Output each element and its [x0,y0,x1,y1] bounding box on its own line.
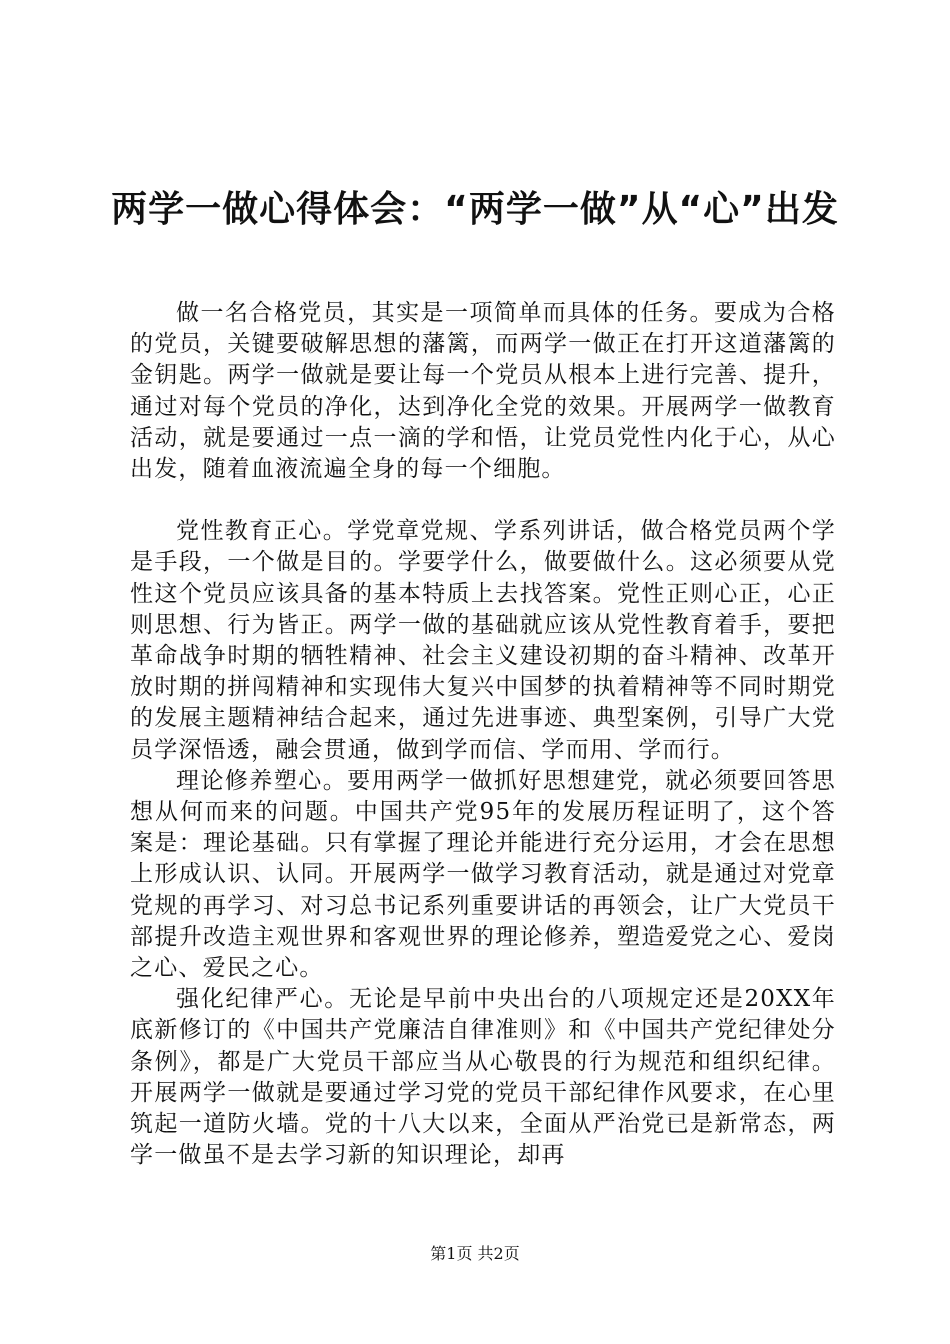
paragraph-party-spirit: 党性教育正心。学党章党规、学系列讲话，做合格党员两个学是手段，一个做是目的。学要学什么，做要做什么。这必须要从党性这个党员应该具备的基本特质上去找答案。党性正则心正，心正则思想、行为皆正。两学一做的基础就应该从党性教育着手，要把革命战争时期的牺牲精神、社会主义建设初期的奋斗精神、改革开放时期的拼闯精神和实现伟大复兴中国梦的执着精神等不同时期党的发展主题精神结合起来，通过先进事迹、典型案例，引导广大党员学深悟透，融会贯通，做到学而信、学而用、学而行。 [130,518,836,763]
paragraph-theory: 理论修养塑心。要用两学一做抓好思想建党，就必须要回答思想从何而来的问题。中国共产党95年的发展历程证明了，这个答案是：理论基础。只有掌握了理论并能进行充分运用，才会在思想上形成认识、认同。开展两学一做学习教育活动，就是通过对党章党规的再学习、对习总书记系列重要讲话的再领会，让广大党员干部提升改造主观世界和客观世界的理论修养，塑造爱党之心、爱岗之心、爱民之心。 [130,767,836,982]
paragraph-discipline: 强化纪律严心。无论是早前中央出台的八项规定还是20XX年底新修订的《中国共产党廉洁自律准则》和《中国共产党纪律处分条例》，都是广大党员干部应当从心敬畏的行为规范和组织纪律。开展两学一做就是要通过学习党的党员干部纪律作风要求，在心里筑起一道防火墙。党的十八大以来，全面从严治党已是新常态，两学一做虽不是去学习新的知识理论，却再 [130,986,836,1169]
document-body [130,298,836,1171]
paragraph-intro: 做一名合格党员，其实是一项简单而具体的任务。要成为合格的党员，关键要破解思想的藩篱，而两学一做正在打开这道藩篱的金钥匙。两学一做就是要让每一个党员从根本上进行完善、提升，通过对每个党员的净化，达到净化全党的效果。开展两学一做教育活动，就是要通过一点一滴的学和悟，让党员党性内化于心，从心出发，随着血液流遍全身的每一个细胞。 [130,300,836,483]
page-footer: 第1页 共2页 [430,1244,520,1263]
document-title: 两学一做心得体会：“两学一做”从“心”出发 [111,189,839,230]
